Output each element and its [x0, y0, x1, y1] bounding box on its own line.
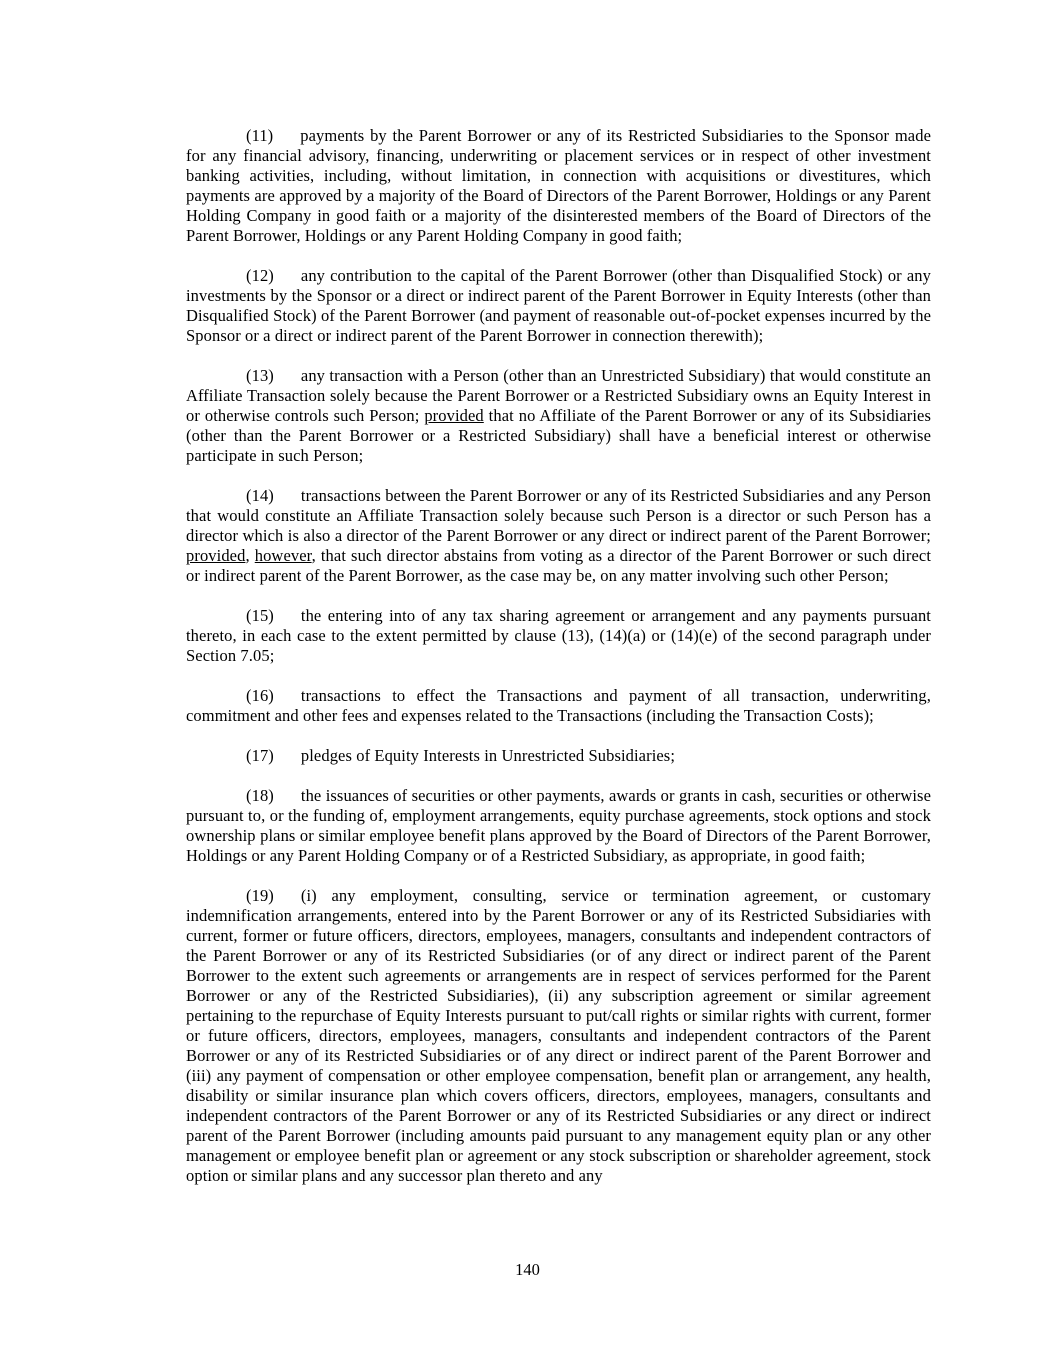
text-run: pledges of Equity Interests in Unrestricted Subsidiaries;	[300, 746, 676, 765]
tab-space	[273, 140, 300, 141]
page-number: 140	[515, 1260, 540, 1279]
paragraph-16	[186, 686, 931, 726]
underlined-term: however	[254, 546, 312, 565]
paragraph-number: (19)	[246, 886, 274, 905]
paragraph-19	[186, 886, 931, 1186]
paragraph-number: (14)	[246, 486, 274, 505]
paragraph-number: (18)	[246, 786, 274, 805]
document-body	[186, 126, 931, 1186]
paragraph-number: (15)	[246, 606, 274, 625]
underlined-term: provided	[424, 406, 484, 425]
paragraph-13	[186, 366, 931, 466]
text-run: transactions between the Parent Borrower or any of its Restricted Subsidiaries and any Person that would constitute an Affiliate Transaction solely because such Person is a director or such Person has a director which is also a director of the Parent Borrower or any direct or indirect parent of the Parent Borrower;	[186, 486, 931, 545]
paragraph-14	[186, 486, 931, 586]
tab-space	[274, 500, 301, 501]
text-run: , that such director abstains from voting as a director of the Parent Borrower or such direct or indirect parent of the Parent Borrower, as the case may be, on any matter involving such other Person;	[186, 546, 932, 585]
tab-space	[274, 800, 301, 801]
text-run: ,	[245, 546, 255, 565]
paragraph-number: (11)	[246, 126, 274, 145]
paragraph-11	[186, 126, 931, 246]
paragraph-15	[186, 606, 931, 666]
text-run: the issuances of securities or other payments, awards or grants in cash, securities or otherwise pursuant to, or the funding of, employment arrangements, equity purchase agreements, stock options and stock ownership plans or similar employee benefit plans approved by the Board of Directors of the Parent Borrower, Holdings or any Parent Holding Company or of a Restricted Subsidiary, as appropriate, in good faith;	[186, 786, 931, 865]
text-run: the entering into of any tax sharing agreement or arrangement and any payments pursuant thereto, in each case to the extent permitted by clause (13), (14)(a) or (14)(e) of the second paragraph under Section 7.05;	[186, 606, 931, 665]
paragraph-number: (13)	[246, 366, 274, 385]
paragraph-number: (16)	[246, 686, 274, 705]
tab-space	[274, 760, 301, 761]
text-run: any transaction with a Person (other than an Unrestricted Subsidiary) that would constitute an Affiliate Transaction solely because the Parent Borrower or a Restricted Subsidiary owns an Equity Interest in or otherwise controls such Person;	[186, 366, 931, 425]
underlined-term: provided	[186, 546, 246, 565]
text-run: transactions to effect the Transactions and payment of all transaction, underwriting, commitment and other fees and expenses related to the Transactions (including the Transaction Costs);	[186, 686, 931, 725]
text-run: that no Affiliate of the Parent Borrower or any of its Subsidiaries (other than the Parent Borrower or a Restricted Subsidiary) shall have a beneficial interest or otherwise participate in such Person;	[186, 406, 932, 465]
tab-space	[274, 700, 301, 701]
paragraph-number: (12)	[246, 266, 274, 285]
paragraph-number: (17)	[246, 746, 274, 765]
paragraph-12	[186, 266, 931, 346]
tab-space	[274, 280, 301, 281]
paragraph-18	[186, 786, 931, 866]
tab-space	[274, 620, 301, 621]
text-run: payments by the Parent Borrower or any of its Restricted Subsidiaries to the Sponsor made for any financial advisory, financing, underwriting or placement services or in respect of other investment banking activities, including, without limitation, in connection with acquisitions or divestitures, which payments are approved by a majority of the Board of Directors of the Parent Borrower, Holdings or any Parent Holding Company in good faith or a majority of the disinterested members of the Board of Directors of the Parent Borrower, Holdings or any Parent Holding Company in good faith;	[186, 126, 931, 245]
paragraph-17	[186, 746, 931, 766]
tab-space	[274, 380, 301, 381]
text-run: any contribution to the capital of the Parent Borrower (other than Disqualified Stock) or any investments by the Sponsor or a direct or indirect parent of the Parent Borrower in Equity Interests (other than Disqualified Stock) of the Parent Borrower (and payment of reasonable out-of-pocket expenses incurred by the Sponsor or a direct or indirect parent of the Parent Borrower in connection therewith);	[186, 266, 931, 345]
page-number-footer	[0, 1260, 1055, 1280]
tab-space	[274, 900, 301, 901]
text-run: (i) any employment, consulting, service or termination agreement, or customary indemnification arrangements, entered into by the Parent Borrower or any of its Restricted Subsidiaries with current, former or future officers, directors, employees, managers, consultants and independent contractors of the Parent Borrower or any of its Restricted Subsidiaries (or of any direct or indirect parent of the Parent Borrower to the extent such agreements or arrangements are in respect of services performed for the Parent Borrower or any of the Restricted Subsidiaries), (ii) any subscription agreement or similar agreement pertaining to the repurchase of Equity Interests pursuant to put/call rights or similar rights with current, former or future officers, directors, employees, managers, consultants and independent contractors of the Parent Borrower or any of its Restricted Subsidiaries or of any direct or indirect parent of the Parent Borrower and (iii) any payment of compensation or other employee compensation, benefit plan or arrangement, any health, disability or similar insurance plan which covers officers, directors, employees, managers, consultants and independent contractors of the Parent Borrower or any of its Restricted Subsidiaries or any direct or indirect parent of the Parent Borrower (including amounts paid pursuant to any management equity plan or any other management or employee benefit plan or agreement or any stock subscription or shareholder agreement, stock option or similar plans and any successor plan thereto and any	[186, 886, 931, 1185]
